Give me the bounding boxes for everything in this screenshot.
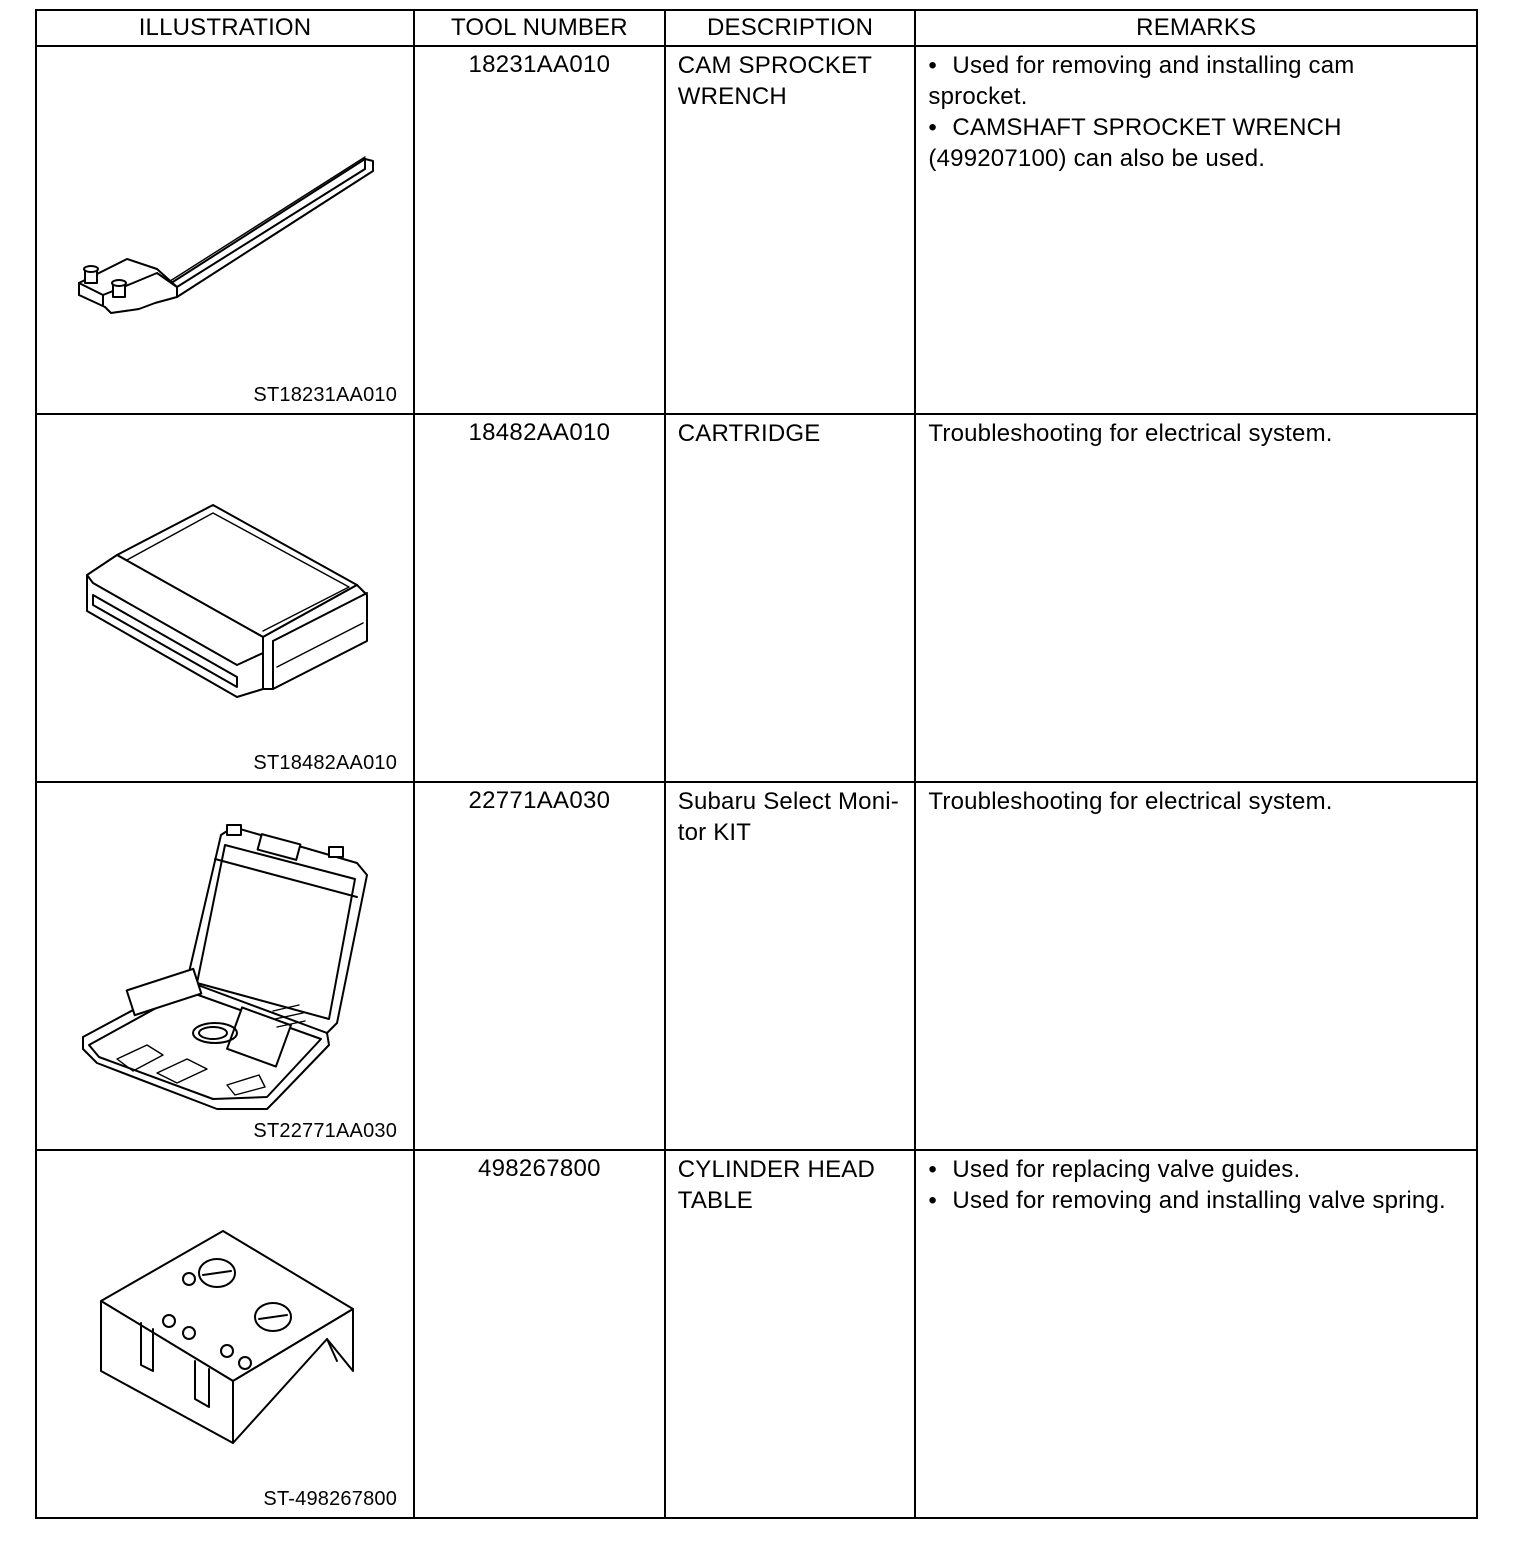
remarks-cell bbox=[915, 46, 1477, 414]
remark-text: Used for removing and installing valve spring. bbox=[952, 1187, 1446, 1214]
description-line: CYLINDER HEAD bbox=[677, 1156, 876, 1183]
bullet-icon: • bbox=[928, 1156, 938, 1183]
remark-item bbox=[928, 1154, 1468, 1185]
remark-text-continued: (499207100) can also be used. bbox=[928, 145, 1266, 172]
header-description: DESCRIPTION bbox=[665, 10, 916, 46]
illustration-code: ST-498267800 bbox=[263, 1488, 398, 1510]
cartridge-illustration bbox=[37, 415, 414, 781]
description-cell bbox=[665, 46, 916, 414]
description-line: WRENCH bbox=[677, 83, 787, 110]
select-monitor-kit-illustration bbox=[37, 783, 414, 1149]
remark-text-continued: sprocket. bbox=[928, 83, 1028, 110]
tool-number-cell: 18482AA010 bbox=[414, 414, 665, 782]
description-line: CAM SPROCKET bbox=[677, 52, 873, 79]
tool-number-cell: 498267800 bbox=[414, 1150, 665, 1518]
table-row bbox=[36, 414, 1477, 782]
description-cell bbox=[665, 782, 916, 1150]
remark-text: Used for replacing valve guides. bbox=[952, 1156, 1301, 1183]
illustration-code: ST18482AA010 bbox=[253, 752, 398, 774]
table-row bbox=[36, 1150, 1477, 1518]
remark-text: Used for removing and installing cam bbox=[952, 52, 1355, 79]
remark-text: CAMSHAFT SPROCKET WRENCH bbox=[952, 114, 1342, 141]
header-remarks: REMARKS bbox=[915, 10, 1477, 46]
cam-sprocket-wrench-illustration bbox=[37, 47, 414, 413]
tool-number-cell: 18231AA010 bbox=[414, 46, 665, 414]
remark-item bbox=[928, 112, 1468, 143]
table-row bbox=[36, 782, 1477, 1150]
tool-number-cell: 22771AA030 bbox=[414, 782, 665, 1150]
description-line: tor KIT bbox=[677, 819, 752, 846]
table-header-row bbox=[36, 10, 1477, 46]
cylinder-head-table-illustration bbox=[37, 1151, 414, 1517]
description-line: TABLE bbox=[677, 1187, 753, 1214]
illustration-cell bbox=[36, 414, 414, 782]
remarks-cell bbox=[915, 1150, 1477, 1518]
illustration-cell bbox=[36, 782, 414, 1150]
description-cell bbox=[665, 1150, 916, 1518]
illustration-cell bbox=[36, 1150, 414, 1518]
bullet-icon: • bbox=[928, 114, 938, 141]
special-tools-table bbox=[35, 9, 1478, 1519]
remark-item bbox=[928, 50, 1468, 81]
remark-text: Troubleshooting for electrical system. bbox=[928, 788, 1333, 815]
description-cell bbox=[665, 414, 916, 782]
bullet-icon: • bbox=[928, 52, 938, 79]
header-illustration: ILLUSTRATION bbox=[36, 10, 414, 46]
header-tool-number: TOOL NUMBER bbox=[414, 10, 665, 46]
remark-text: Troubleshooting for electrical system. bbox=[928, 420, 1333, 447]
description-line: Subaru Select Moni- bbox=[677, 788, 899, 815]
table-row bbox=[36, 46, 1477, 414]
illustration-code: ST18231AA010 bbox=[253, 384, 398, 406]
illustration-code: ST22771AA030 bbox=[253, 1120, 398, 1142]
description-line: CARTRIDGE bbox=[677, 420, 821, 447]
remark-item bbox=[928, 1185, 1468, 1216]
remarks-cell bbox=[915, 782, 1477, 1150]
illustration-cell bbox=[36, 46, 414, 414]
bullet-icon: • bbox=[928, 1187, 938, 1214]
remarks-cell bbox=[915, 414, 1477, 782]
